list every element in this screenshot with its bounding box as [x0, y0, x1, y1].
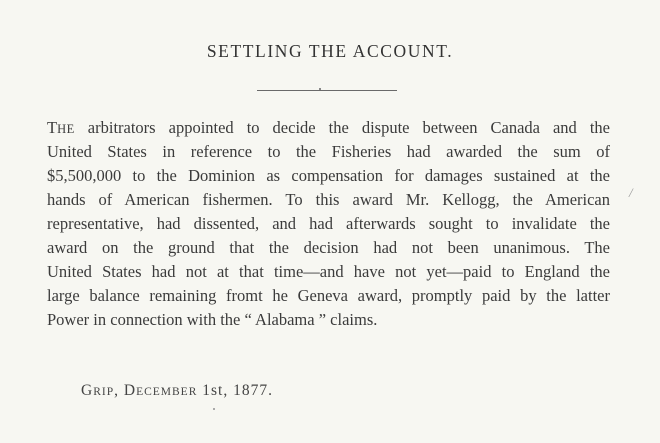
small-caps-lead: HE — [57, 122, 75, 136]
paragraph-line-3: $5,500,000 to the Dominion as compensation for damages sustained at the — [47, 166, 610, 185]
paragraph-line-2: United States in reference to the Fisheries had awarded the sum of — [47, 142, 610, 161]
paragraph-line-9: Power in connection with the “ Alabama ” claims. — [47, 310, 378, 329]
drop-initial: T — [47, 118, 58, 137]
attribution-smallcaps-rip: RIP — [93, 386, 115, 398]
attribution-date: 1st, 1877. — [197, 382, 273, 399]
line-1-text: arbitrators appointed to decide the dispute between Canada and the — [74, 118, 610, 137]
source-attribution — [81, 382, 273, 400]
attribution-initial-g: G — [81, 382, 94, 399]
title-divider-rule — [257, 90, 397, 91]
page-title: SETTLING THE ACCOUNT. — [206, 41, 454, 61]
paragraph-line-7: United States had not at that time—and have not yet—paid to England the — [47, 262, 610, 281]
attribution-initial-d: D — [123, 382, 137, 399]
body-paragraph — [47, 116, 610, 332]
divider-ornament — [319, 88, 321, 90]
attribution-smallcaps-ecember: ECEMBER — [136, 386, 198, 398]
paragraph-line-8: large balance remaining fromt he Geneva award, promptly paid by the latter — [47, 286, 610, 305]
paragraph-line-5: representative, had dissented, and had afterwards sought to invalidate the — [47, 214, 610, 233]
paragraph-line-6: award on the ground that the decision had not been unanimous. The — [47, 238, 610, 257]
paper-speck — [213, 408, 215, 410]
attribution-comma: , — [114, 382, 124, 399]
margin-pencil-mark: / — [629, 185, 633, 200]
paragraph-line-4: hands of American fishermen. To this award Mr. Kellogg, the American — [47, 190, 610, 209]
paragraph-line-1 — [47, 116, 610, 140]
